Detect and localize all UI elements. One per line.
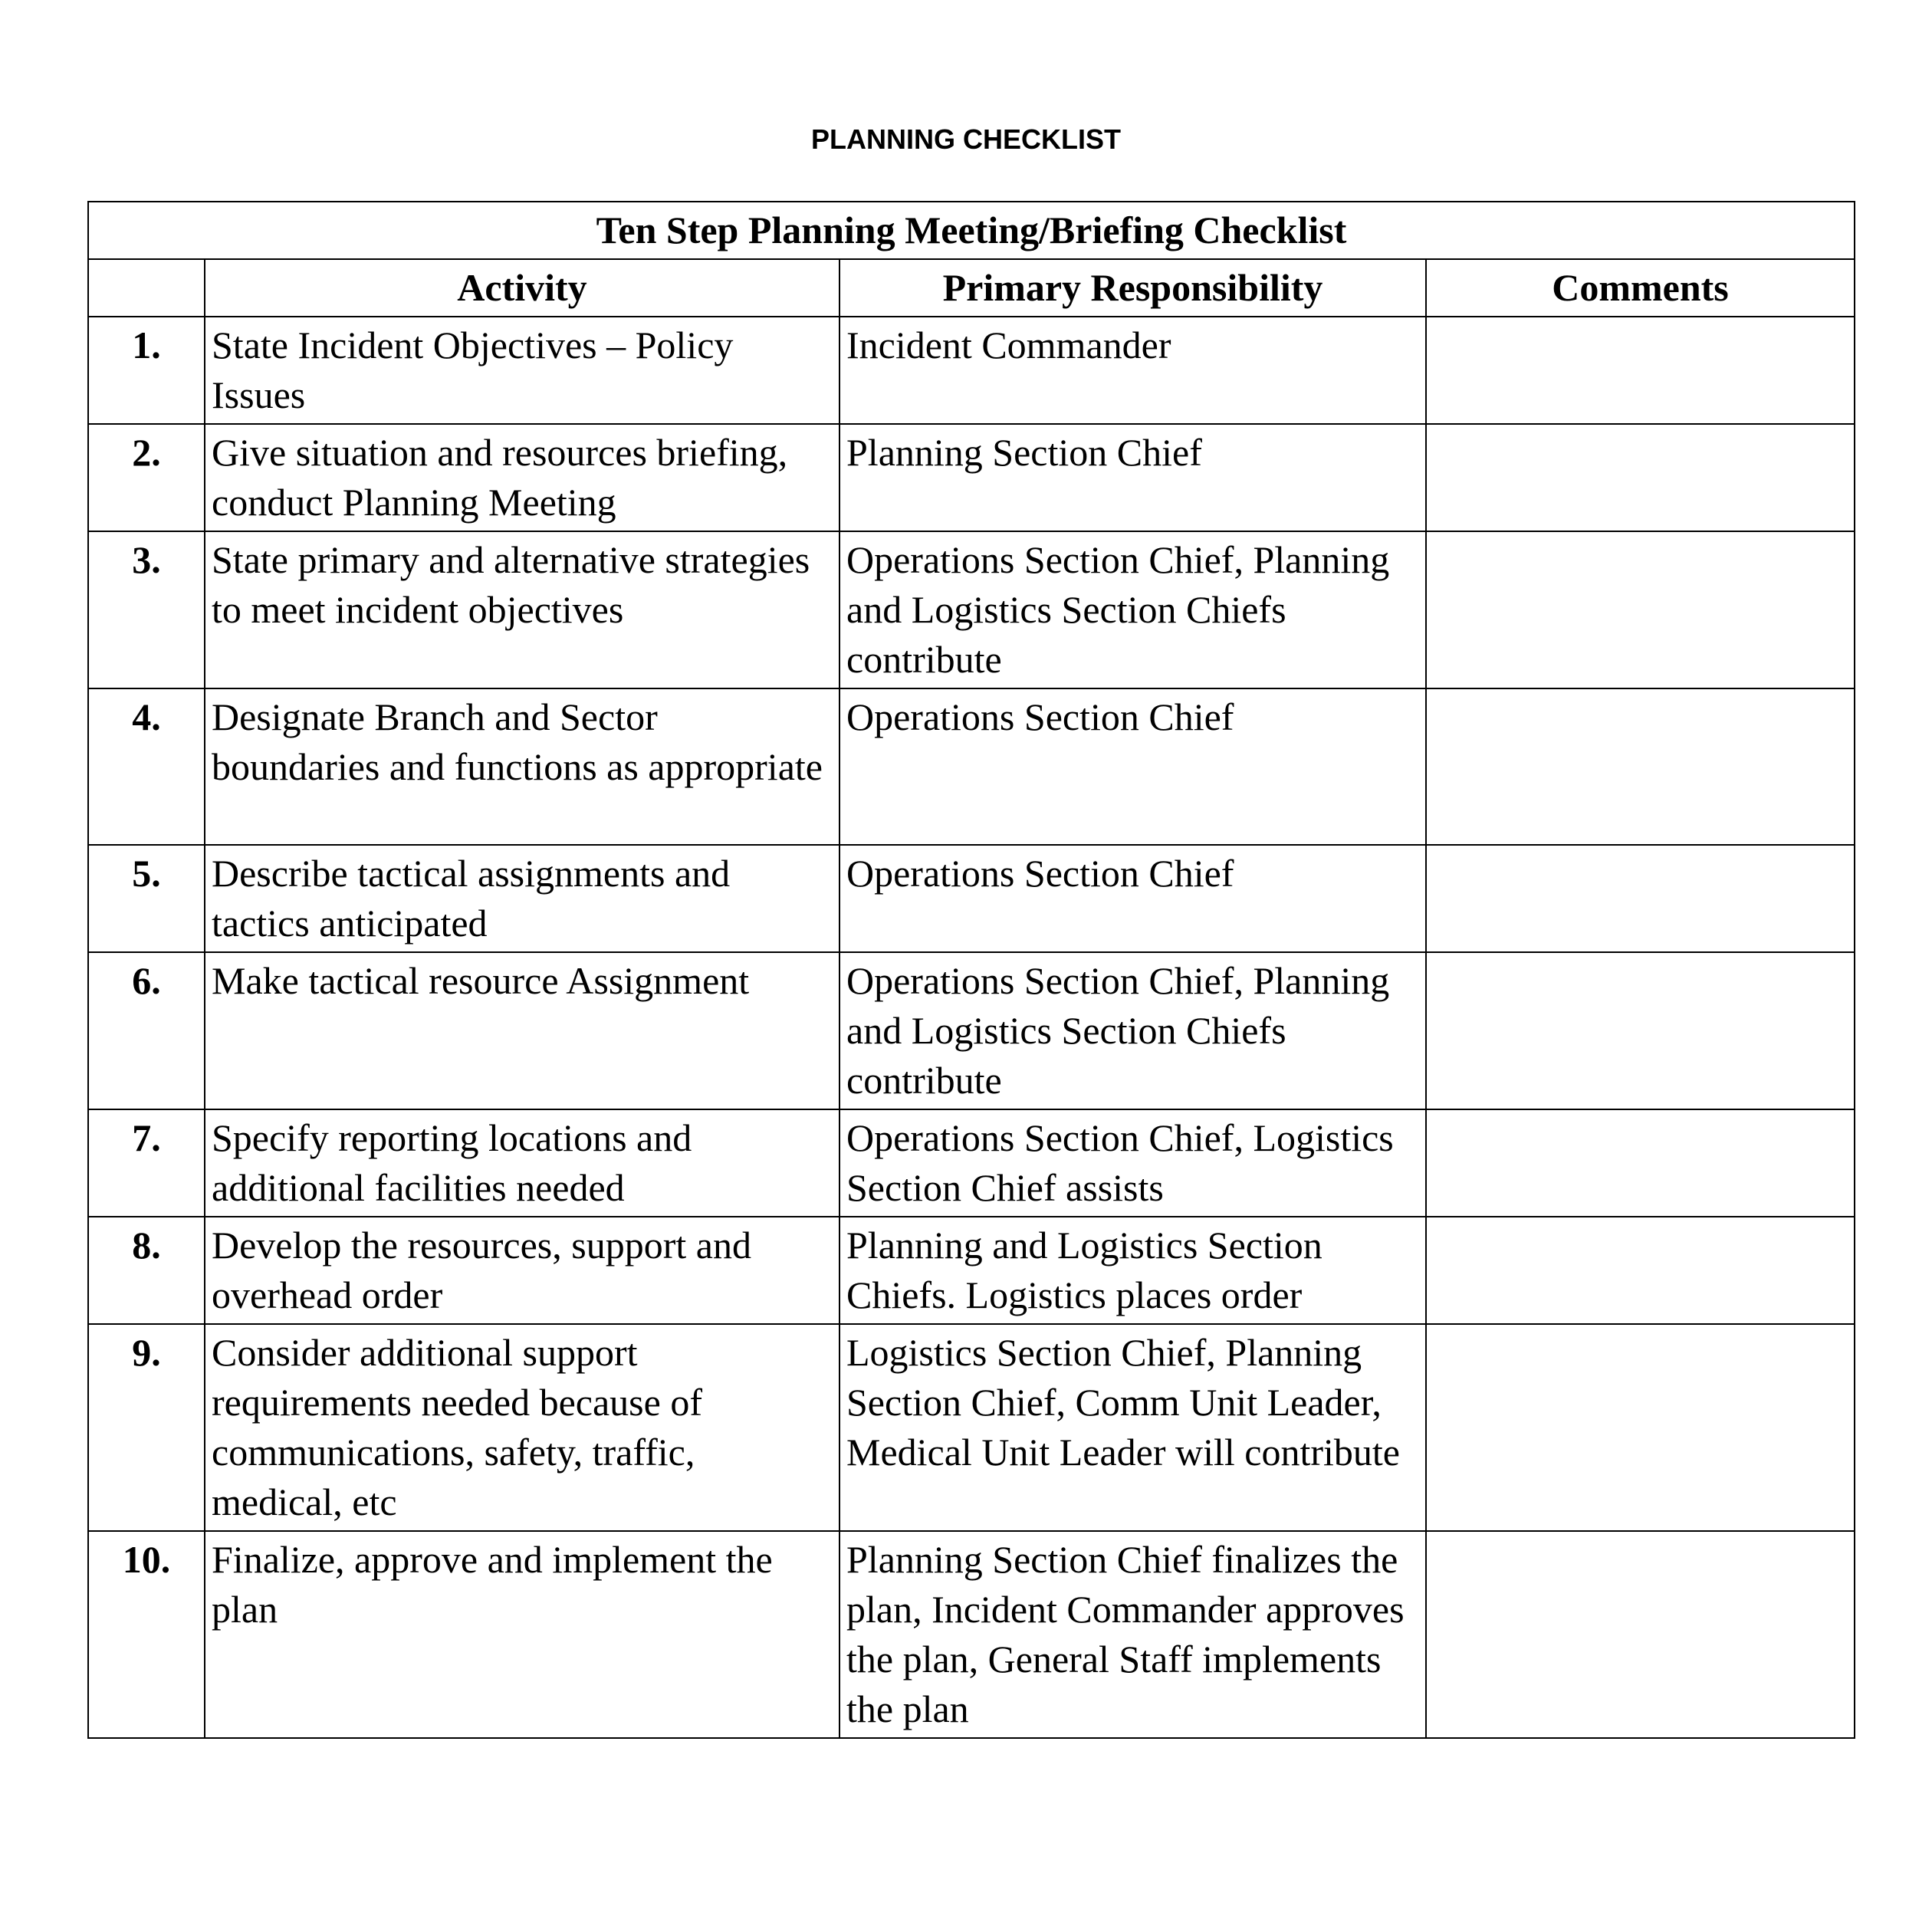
activity-cell: State primary and alternative strategies to meet incident objectives	[205, 531, 840, 688]
activity-cell: Specify reporting locations and additional facilities needed	[205, 1109, 840, 1217]
step-number: 8.	[88, 1217, 205, 1324]
comments-cell	[1426, 688, 1855, 845]
step-number: 6.	[88, 952, 205, 1109]
table-row	[88, 845, 1855, 952]
activity-cell: Make tactical resource Assignment	[205, 952, 840, 1109]
table-row	[88, 1324, 1855, 1531]
comments-cell	[1426, 424, 1855, 531]
responsibility-cell: Planning and Logistics Section Chiefs. Logistics places order	[840, 1217, 1426, 1324]
checklist-table	[87, 201, 1855, 1739]
responsibility-cell: Planning Section Chief	[840, 424, 1426, 531]
table-row	[88, 317, 1855, 424]
page-heading: PLANNING CHECKLIST	[811, 123, 1121, 155]
table-title-row	[88, 202, 1855, 259]
activity-cell: Consider additional support requirements needed because of communications, safety, traffic, medical, etc	[205, 1324, 840, 1531]
responsibility-cell: Operations Section Chief, Planning and Logistics Section Chiefs contribute	[840, 952, 1426, 1109]
activity-cell: State Incident Objectives – Policy Issues	[205, 317, 840, 424]
activity-cell: Designate Branch and Sector boundaries and functions as appropriate	[205, 688, 840, 845]
activity-cell: Develop the resources, support and overhead order	[205, 1217, 840, 1324]
step-number: 10.	[88, 1531, 205, 1738]
table-row	[88, 1217, 1855, 1324]
comments-cell	[1426, 1217, 1855, 1324]
header-activity: Activity	[205, 259, 840, 317]
table-row	[88, 424, 1855, 531]
table-title: Ten Step Planning Meeting/Briefing Checklist	[88, 202, 1855, 259]
comments-cell	[1426, 531, 1855, 688]
table-row	[88, 952, 1855, 1109]
activity-cell: Describe tactical assignments and tactics anticipated	[205, 845, 840, 952]
step-number: 4.	[88, 688, 205, 845]
step-number: 1.	[88, 317, 205, 424]
comments-cell	[1426, 1324, 1855, 1531]
table-row	[88, 1109, 1855, 1217]
step-number: 7.	[88, 1109, 205, 1217]
responsibility-cell: Incident Commander	[840, 317, 1426, 424]
responsibility-cell: Operations Section Chief	[840, 845, 1426, 952]
responsibility-cell: Operations Section Chief, Planning and Logistics Section Chiefs contribute	[840, 531, 1426, 688]
header-comments: Comments	[1426, 259, 1855, 317]
responsibility-cell: Planning Section Chief finalizes the plan, Incident Commander approves the plan, General Staff implements the plan	[840, 1531, 1426, 1738]
table-row	[88, 688, 1855, 845]
table-row	[88, 1531, 1855, 1738]
comments-cell	[1426, 952, 1855, 1109]
header-number	[88, 259, 205, 317]
comments-cell	[1426, 1109, 1855, 1217]
step-number: 3.	[88, 531, 205, 688]
responsibility-cell: Logistics Section Chief, Planning Section Chief, Comm Unit Leader, Medical Unit Leader will contribute	[840, 1324, 1426, 1531]
step-number: 2.	[88, 424, 205, 531]
comments-cell	[1426, 317, 1855, 424]
comments-cell	[1426, 845, 1855, 952]
step-number: 5.	[88, 845, 205, 952]
responsibility-cell: Operations Section Chief	[840, 688, 1426, 845]
responsibility-cell: Operations Section Chief, Logistics Section Chief assists	[840, 1109, 1426, 1217]
activity-cell: Finalize, approve and implement the plan	[205, 1531, 840, 1738]
table-header-row	[88, 259, 1855, 317]
table-row	[88, 531, 1855, 688]
activity-cell: Give situation and resources briefing, conduct Planning Meeting	[205, 424, 840, 531]
header-responsibility: Primary Responsibility	[840, 259, 1426, 317]
step-number: 9.	[88, 1324, 205, 1531]
comments-cell	[1426, 1531, 1855, 1738]
